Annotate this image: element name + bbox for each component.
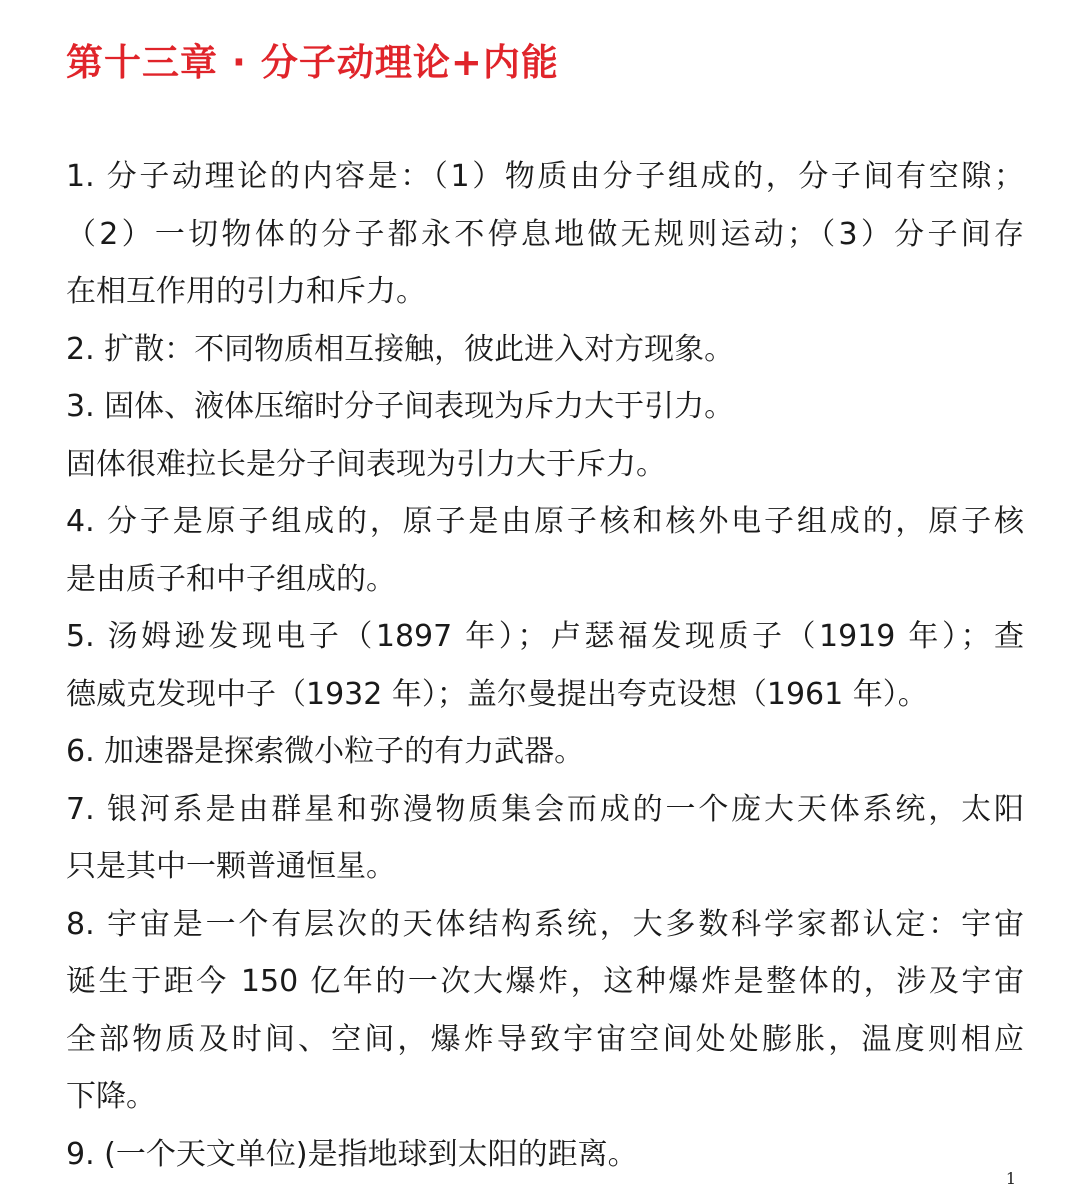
text-line: 5. 汤姆逊发现电子（1897 年）；卢瑟福发现质子（1919 年）；查 (66, 619, 1024, 654)
chapter-title: 第十三章 · 分子动理论+内能 (66, 41, 559, 84)
text-line: 只是其中一颗普通恒星。 (66, 849, 396, 884)
text-line: 全部物质及时间、空间，爆炸导致宇宙空间处处膨胀，温度则相应 (66, 1021, 1024, 1057)
text-line: （2）一切物体的分子都永不停息地做无规则运动；（3）分子间存 (66, 216, 1024, 252)
text-line: 2. 扩散：不同物质相互接触，彼此进入对方现象。 (66, 331, 735, 367)
text-line: 固体很难拉长是分子间表现为引力大于斥力。 (66, 446, 666, 482)
text-line: 诞生于距今 150 亿年的一次大爆炸，这种爆炸是整体的，涉及宇宙 (66, 964, 1024, 999)
text-line: 9. (一个天文单位)是指地球到太阳的距离。 (66, 1136, 638, 1172)
text-line: 7. 银河系是由群星和弥漫物质集会而成的一个庞大天体系统，太阳 (66, 791, 1024, 827)
text-line: 下降。 (66, 1079, 156, 1114)
text-line: 3. 固体、液体压缩时分子间表现为斥力大于引力。 (66, 389, 735, 424)
text-line: 是由质子和中子组成的。 (66, 561, 396, 597)
text-line: 德威克发现中子（1932 年）；盖尔曼提出夸克设想（1961 年）。 (66, 676, 928, 712)
text-line: 4. 分子是原子组成的，原子是由原子核和核外电子组成的，原子核 (66, 504, 1024, 539)
document-body (66, 148, 1024, 1183)
text-line: 1. 分子动理论的内容是：（1）物质由分子组成的，分子间有空隙； (66, 159, 1024, 194)
text-line: 6. 加速器是探索微小粒子的有力武器。 (66, 734, 585, 769)
page-number: 1 (1005, 1169, 1016, 1188)
text-line: 在相互作用的引力和斥力。 (66, 274, 426, 309)
text-line: 8. 宇宙是一个有层次的天体结构系统，大多数科学家都认定：宇宙 (66, 906, 1024, 942)
